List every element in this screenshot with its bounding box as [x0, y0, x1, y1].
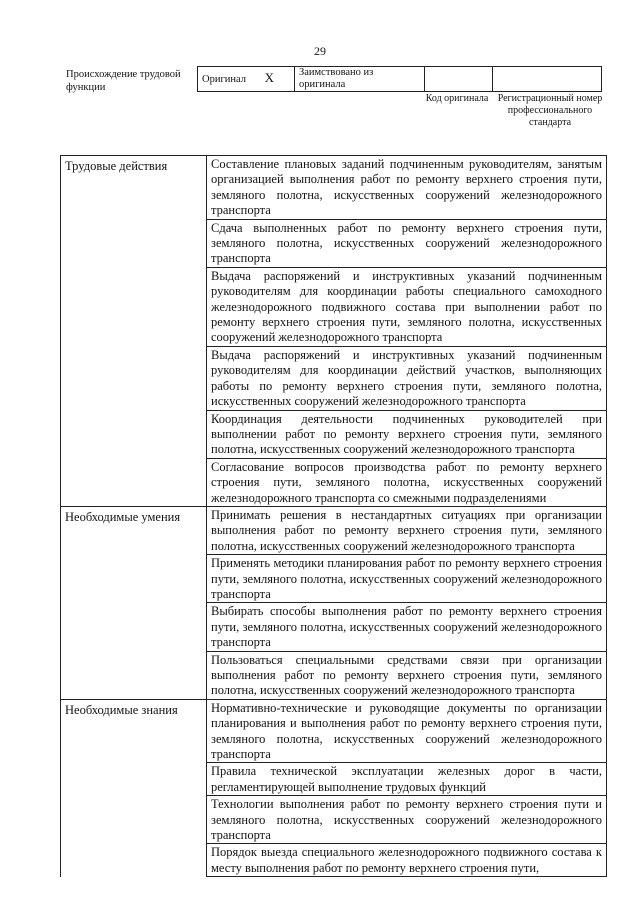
section-title: Необходимые знания	[61, 699, 207, 763]
section-item: Пользоваться специальными средствами связи при организации выполнения работ по ремонту верхнего строения пути, земляного полотна, искусственных сооружений железнодорожного транспорта	[207, 651, 607, 699]
section-item: Принимать решения в нестандартных ситуациях при организации выполнения работ по ремонту верхнего строения пути, земляного полотна, искусственных сооружений железнодорожного транспорта	[207, 506, 607, 554]
section-item: Порядок выезда специального железнодорожного подвижного состава к месту выполнения работ по ремонту верхнего строения пути,	[207, 844, 607, 877]
table-row	[61, 651, 607, 699]
section-item: Технологии выполнения работ по ремонту верхнего строения пути и земляного полотна, искусственных сооружений железнодорожного транспорта	[207, 796, 607, 844]
section-title-cell	[61, 410, 207, 458]
section-item: Выбирать способы выполнения работ по ремонту верхнего строения пути, земляного полотна, искусственных сооружений железнодорожного транспорта	[207, 603, 607, 651]
section-title-cell	[61, 267, 207, 346]
section-item: Выдача распоряжений и инструктивных указаний подчиненным руководителям для координации работы специального самоходного железнодорожного подвижного состава при выполнении работ по ремонту верхнего строения пути, земляного полотна, искусственных сооружений железнодорожного транспорта	[207, 267, 607, 346]
section-title-cell	[61, 346, 207, 410]
code-cell	[425, 67, 493, 92]
original-mark: X	[264, 70, 275, 85]
table-row	[61, 346, 607, 410]
section-item: Координация деятельности подчиненных руководителей при выполнении работ по ремонту верхнего строения пути, земляного полотна, искусственных сооружений железнодорожного транспорта	[207, 410, 607, 458]
table-row	[61, 219, 607, 267]
section-item: Применять методики планирования работ по ремонту верхнего строения пути, земляного полотна, искусственных сооружений железнодорожного транспорта	[207, 555, 607, 603]
labor-function-table	[60, 155, 607, 877]
section-title: Необходимые умения	[61, 506, 207, 554]
original-cell	[198, 67, 295, 92]
section-title-cell	[61, 555, 207, 603]
table-row	[61, 763, 607, 796]
section-item: Согласование вопросов производства работ по ремонту верхнего строения пути, земляного полотна, искусственных сооружений железнодорожного транспорта со смежными подразделениями	[207, 458, 607, 506]
section-title-cell	[61, 763, 207, 796]
table-row	[61, 458, 607, 506]
borrowed-cell	[295, 67, 425, 92]
section-title-cell	[61, 603, 207, 651]
table-row	[61, 506, 607, 554]
table-row	[61, 603, 607, 651]
section-title-cell	[61, 651, 207, 699]
page-number: 29	[314, 44, 326, 58]
section-item: Выдача распоряжений и инструктивных указаний подчиненным руководителям для координации действий участков, выполняющих работы по ремонту верхнего строения пути, земляного полотна, искусственных сооружений железнодорожного транспорта	[207, 346, 607, 410]
table-row	[61, 156, 607, 220]
code-caption: Код оригинала	[425, 93, 489, 104]
table-row	[61, 555, 607, 603]
table-row	[61, 410, 607, 458]
reg-number-caption: Регистрационный номер профессионального стандарта	[497, 93, 603, 128]
table-row	[61, 844, 607, 877]
section-title-cell	[61, 458, 207, 506]
section-title-cell	[61, 796, 207, 844]
origin-table	[197, 66, 602, 92]
section-title: Трудовые действия	[61, 156, 207, 220]
section-item: Нормативно-технические и руководящие документы по организации планирования и выполнения работ по ремонту верхнего строения пути, земляного полотна, искусственных сооружений железнодорожного транспорта	[207, 699, 607, 763]
original-label: Оригинал	[202, 74, 246, 85]
origin-label: Происхождение трудовой функции	[66, 69, 181, 93]
reg-number-cell	[493, 67, 602, 92]
table-row	[61, 796, 607, 844]
section-title-cell	[61, 219, 207, 267]
borrowed-label: Заимствовано из оригинала	[299, 67, 374, 90]
section-item: Сдача выполненных работ по ремонту верхнего строения пути, земляного полотна, искусственных сооружений железнодорожного транспорта	[207, 219, 607, 267]
section-item: Правила технической эксплуатации железных дорог в части, регламентирующей выполнение трудовых функций	[207, 763, 607, 796]
table-row	[61, 699, 607, 763]
table-row	[61, 267, 607, 346]
section-title-cell	[61, 844, 207, 877]
section-item: Составление плановых заданий подчиненным руководителям, занятым организацией выполнения работ по ремонту верхнего строения пути, земляного полотна, искусственных сооружений железнодорожного транспорта	[207, 156, 607, 220]
